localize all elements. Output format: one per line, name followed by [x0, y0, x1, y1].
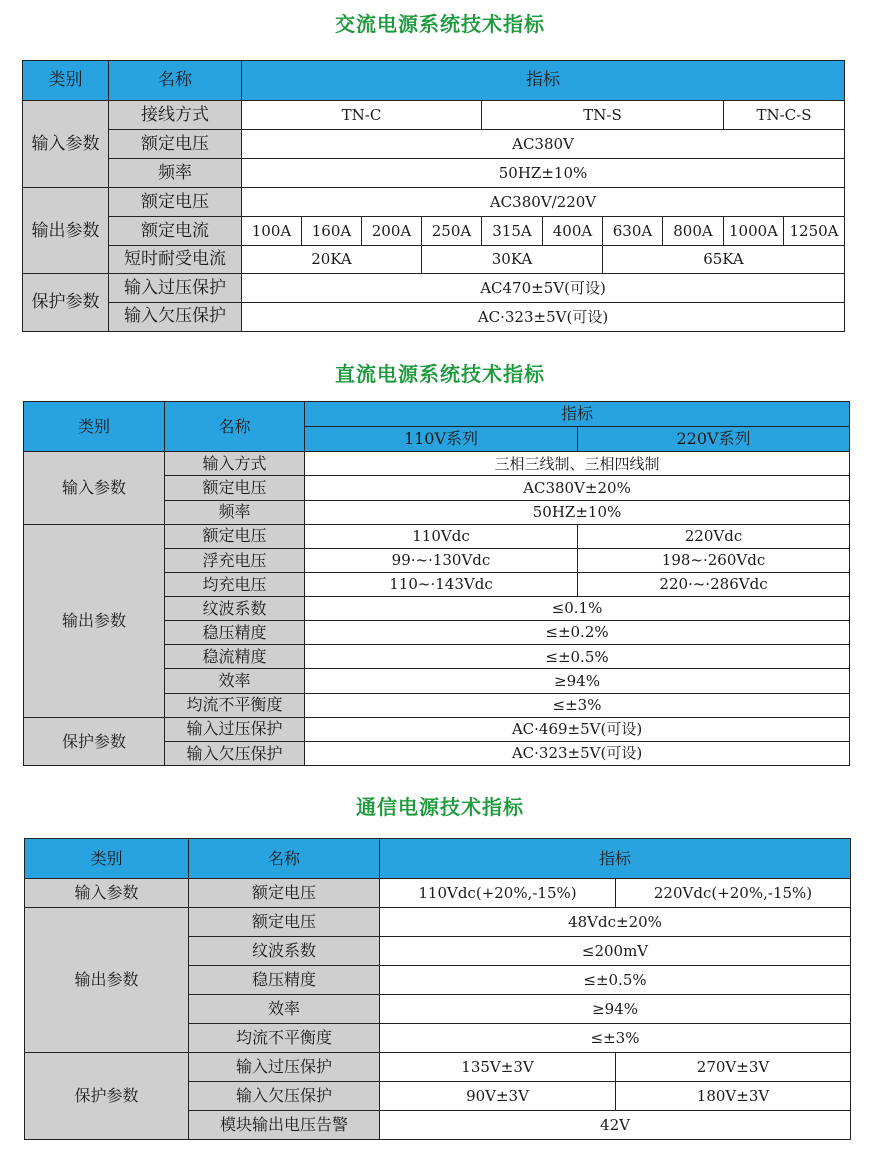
frequency-value: 50HZ±10% [305, 500, 850, 524]
row-label-output-voltage: 额定电压 [165, 524, 305, 548]
input-mode-value: 三相三线制、三相四线制 [305, 452, 850, 476]
current-value: 200A [362, 216, 422, 245]
header-spec: 指标 [305, 402, 850, 427]
wiring-tn-s: TN-S [482, 101, 724, 129]
current-value: 400A [543, 216, 603, 245]
header-name: 名称 [109, 61, 242, 101]
category-protection: 保护参数 [23, 274, 109, 332]
category-input: 输入参数 [25, 879, 189, 908]
voltage-regulation-value: ≤±0.5% [380, 966, 851, 995]
row-label-ripple: 纹波系数 [165, 597, 305, 621]
overvoltage-value: AC·469±5V(可设) [305, 717, 850, 741]
row-label-current-sharing: 均流不平衡度 [165, 693, 305, 717]
efficiency-value: ≥94% [380, 995, 851, 1024]
output-voltage-value: 48Vdc±20% [380, 908, 851, 937]
current-value: 250A [422, 216, 482, 245]
row-label-undervoltage: 输入欠压保护 [109, 302, 242, 331]
wiring-tn-c-s: TN-C-S [724, 101, 845, 129]
row-label-wiring: 接线方式 [109, 101, 242, 129]
header-category: 类别 [23, 61, 109, 101]
row-label-rated-current: 额定电流 [109, 216, 242, 245]
row-label-input-mode: 输入方式 [165, 452, 305, 476]
row-label-output-voltage: 额定电压 [109, 188, 242, 216]
row-label-float-voltage: 浮充电压 [165, 548, 305, 572]
row-label-input-voltage: 额定电压 [165, 476, 305, 500]
equalize-voltage-220: 220·~·286Vdc [578, 572, 850, 596]
header-category: 类别 [24, 402, 165, 452]
header-category: 类别 [25, 839, 189, 879]
category-input: 输入参数 [23, 101, 109, 188]
frequency-value: 50HZ±10% [242, 159, 845, 188]
row-label-efficiency: 效率 [165, 669, 305, 693]
efficiency-value: ≥94% [305, 669, 850, 693]
row-label-ripple: 纹波系数 [189, 937, 380, 966]
output-voltage-220: 220Vdc [578, 524, 850, 548]
comm-spec-table [24, 838, 851, 1140]
row-label-short-time-current: 短时耐受电流 [109, 246, 242, 274]
row-label-overvoltage: 输入过压保护 [189, 1053, 380, 1082]
wiring-tn-c: TN-C [242, 101, 482, 129]
current-regulation-value: ≤±0.5% [305, 645, 850, 669]
equalize-voltage-110: 110~·143Vdc [305, 572, 578, 596]
header-110v-series: 110V系列 [305, 427, 578, 452]
row-label-module-alarm: 模块输出电压告警 [189, 1111, 380, 1140]
input-voltage-value: AC380V±20% [305, 476, 850, 500]
current-value: 1250A [784, 216, 845, 245]
output-voltage-110: 110Vdc [305, 524, 578, 548]
row-label-overvoltage: 输入过压保护 [109, 274, 242, 302]
voltage-regulation-value: ≤±0.2% [305, 621, 850, 645]
current-sharing-value: ≤±3% [305, 693, 850, 717]
header-name: 名称 [189, 839, 380, 879]
short-current-65ka: 65KA [603, 246, 845, 274]
row-label-input-voltage: 额定电压 [109, 129, 242, 158]
float-voltage-220: 198~·260Vdc [578, 548, 850, 572]
undervoltage-value: AC·323±5V(可设) [242, 302, 845, 331]
overvoltage-value: AC470±5V(可设) [242, 274, 845, 302]
header-220v-series: 220V系列 [578, 427, 850, 452]
float-voltage-110: 99·~·130Vdc [305, 548, 578, 572]
current-value: 315A [482, 216, 543, 245]
row-label-undervoltage: 输入欠压保护 [189, 1082, 380, 1111]
header-spec: 指标 [380, 839, 851, 879]
category-protection: 保护参数 [24, 717, 165, 765]
short-current-20ka: 20KA [242, 246, 422, 274]
overvoltage-value-1: 135V±3V [380, 1053, 616, 1082]
undervoltage-value-1: 90V±3V [380, 1082, 616, 1111]
output-voltage-value: AC380V/220V [242, 188, 845, 216]
ac-spec-table [22, 60, 845, 332]
module-alarm-value: 42V [380, 1111, 851, 1140]
row-label-undervoltage: 输入欠压保护 [165, 741, 305, 765]
comm-title: 通信电源技术指标 [356, 795, 524, 819]
dc-title: 直流电源系统技术指标 [335, 362, 545, 386]
category-output: 输出参数 [23, 188, 109, 274]
row-label-input-voltage: 额定电压 [189, 879, 380, 908]
row-label-equalize-voltage: 均充电压 [165, 572, 305, 596]
row-label-frequency: 频率 [165, 500, 305, 524]
category-output: 输出参数 [25, 908, 189, 1053]
ac-title: 交流电源系统技术指标 [335, 12, 545, 36]
category-input: 输入参数 [24, 452, 165, 524]
ripple-value: ≤200mV [380, 937, 851, 966]
row-label-frequency: 频率 [109, 159, 242, 188]
current-value: 100A [242, 216, 302, 245]
header-spec: 指标 [242, 61, 845, 101]
ripple-value: ≤0.1% [305, 597, 850, 621]
current-value: 1000A [724, 216, 784, 245]
dc-spec-table [23, 401, 850, 766]
current-value: 630A [603, 216, 663, 245]
row-label-voltage-regulation: 稳压精度 [189, 966, 380, 995]
header-name: 名称 [165, 402, 305, 452]
row-label-output-voltage: 额定电压 [189, 908, 380, 937]
current-sharing-value: ≤±3% [380, 1024, 851, 1053]
undervoltage-value-2: 180V±3V [616, 1082, 851, 1111]
row-label-efficiency: 效率 [189, 995, 380, 1024]
current-value: 160A [302, 216, 362, 245]
row-label-voltage-regulation: 稳压精度 [165, 621, 305, 645]
row-label-current-regulation: 稳流精度 [165, 645, 305, 669]
input-voltage-220: 220Vdc(+20%,-15%) [616, 879, 851, 908]
row-label-overvoltage: 输入过压保护 [165, 717, 305, 741]
row-label-current-sharing: 均流不平衡度 [189, 1024, 380, 1053]
current-value: 800A [663, 216, 724, 245]
input-voltage-value: AC380V [242, 129, 845, 158]
short-current-30ka: 30KA [422, 246, 603, 274]
overvoltage-value-2: 270V±3V [616, 1053, 851, 1082]
category-output: 输出参数 [24, 524, 165, 717]
category-protection: 保护参数 [25, 1053, 189, 1140]
undervoltage-value: AC·323±5V(可设) [305, 741, 850, 765]
input-voltage-110: 110Vdc(+20%,-15%) [380, 879, 616, 908]
